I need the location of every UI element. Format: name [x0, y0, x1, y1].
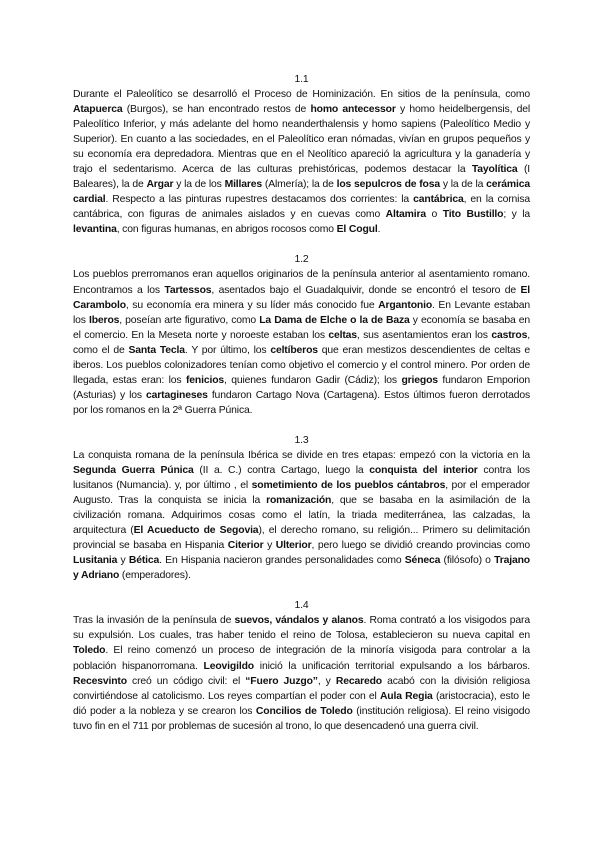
bold-term: levantina	[73, 224, 117, 236]
bold-term: griegos	[401, 374, 438, 386]
bold-term: Séneca	[404, 555, 441, 567]
text-run: acabó con la división religiosa convirtiéndose al catolicismo. Los reyes compartían el poder con el	[73, 675, 530, 702]
text-run: (Burgos), se han encontrado restos de	[122, 104, 311, 116]
text-run: fundaron Emporion (Asturias) y los	[73, 374, 530, 401]
text-run: . En Hispania nacieron grandes personalidades como	[159, 555, 405, 567]
section-1-3	[73, 433, 530, 583]
text-run: (filósofo) o	[440, 555, 495, 567]
text-run: . Respecto a las pinturas rupestres destacamos dos corrientes: la	[105, 194, 414, 206]
text-run: o	[426, 209, 443, 221]
text-run: y homo heidelbergensis, del Paleolítico Inferior, y más adelante del homo neanderthalensis y homo sapiens (Paleolítico Medio y Superior). En cuanto a las sociedades, en el Paleolítico eran nómadas, vivían en grupos pequeños y su economía era depredadora. Mientras que en el Neolítico apareció la agricultura y la ganadería y trajo el sedentarismo. Acerca de las culturas prehistóricas, podemos destacar la	[73, 104, 530, 176]
bold-term: cartagineses	[146, 389, 208, 401]
text-run: y la de los	[173, 179, 225, 191]
bold-term: Aula Regia	[379, 690, 433, 702]
document-page	[73, 72, 530, 734]
text-run: . El reino comenzó un proceso de integración de la minoría visigoda para controlar a la población hispanorromana.	[73, 645, 530, 672]
bold-term: Tartessos	[164, 284, 212, 296]
bold-term: cantábrica	[413, 194, 464, 206]
section-paragraph	[73, 87, 530, 237]
section-paragraph	[73, 448, 530, 583]
bold-term: Altamira	[385, 209, 426, 221]
text-run: , sus asentamientos eran los	[356, 329, 492, 341]
section-paragraph	[73, 267, 530, 417]
text-run: y	[263, 540, 276, 552]
text-run: contra los lusitanos (Numancia). y, por último , el	[73, 464, 530, 492]
section-1-4	[73, 598, 530, 733]
text-run: que eran mestizos descendientes de celtas e iberos. Los pueblos colonizadores tenían como objetivo el comercio y el control minero. Por orden de llegada, estas eran: los	[73, 344, 530, 386]
bold-term: Tayolítica	[471, 164, 518, 176]
text-run: , que se basaba en la asimilación de la civilización romana. Adquirimos cosas como el latín, la triada mediterránea, las calzadas, la arquitectura (	[73, 495, 530, 537]
bold-term: “Fuero Juzgo”	[245, 675, 318, 687]
text-run: , su economía era minera y su líder más conocido fue	[125, 299, 379, 311]
text-run: , poseían arte figurativo, como	[119, 314, 260, 326]
bold-term: El Acueducto de Segovia	[133, 525, 259, 537]
bold-term: romanización	[266, 495, 332, 507]
text-run: , quienes fundaron Gadir (Cádiz); los	[224, 374, 402, 386]
text-run: (aristocracia), esto le dió poder a la nobleza y se crearon los	[73, 690, 530, 717]
bold-term: sometimiento de los pueblos cántabros	[251, 480, 446, 492]
text-run: (institución religiosa). El reino visigodo tuvo fin en el 711 por problemas de sucesión al trono, lo que desencadenó una guerra civil.	[73, 705, 530, 732]
text-run: . En Levante estaban los	[73, 299, 530, 326]
bold-term: Segunda Guerra Púnica	[73, 464, 194, 476]
bold-term: Santa Tecla	[128, 344, 185, 356]
text-run: (Almería); la de	[262, 179, 337, 191]
bold-term: El Carambolo	[73, 284, 530, 311]
bold-term: Recaredo	[335, 675, 383, 687]
text-run: , con figuras humanas, en abrigos rocosos como	[116, 224, 337, 236]
bold-term: Leovigildo	[203, 660, 254, 672]
bold-term: El Cogul	[336, 224, 378, 236]
text-run: , en la cornisa cantábrica, con figuras de animales aislados y en cuevas como	[73, 194, 530, 221]
section-paragraph	[73, 613, 530, 733]
text-run: fundaron Cartago Nova (Cartagena). Estos últimos fueron derrotados por los romanos en la 2ª Guerra Púnica.	[73, 389, 530, 416]
section-1-1	[73, 72, 530, 237]
text-run: inició la unificación territorial expulsando a los bárbaros.	[253, 660, 530, 672]
text-run: . Roma contrató a los visigodos para su expulsión. Los cuales, tras haber tenido el reino de Tolosa, establecieron su nueva capital en	[73, 615, 530, 642]
bold-term: suevos, vándalos y alanos	[234, 615, 364, 627]
text-run: ), el derecho romano, su religión... Primero su delimitación provincial se basaba en Hispania	[73, 525, 530, 552]
text-run: (emperadores).	[119, 570, 191, 582]
bold-term: cerámica cardial	[73, 179, 530, 206]
bold-term: conquista del interior	[369, 464, 478, 476]
text-run: , como el de	[73, 329, 530, 356]
text-run: , por el emperador Augusto. Tras la conquista se inicia la	[73, 480, 530, 507]
text-run: ; y la	[503, 209, 531, 221]
text-run: (I Baleares), la de	[73, 164, 530, 191]
bold-term: Tito Bustillo	[442, 209, 504, 221]
bold-term: Toledo	[73, 645, 106, 657]
section-number: 1.2	[294, 254, 309, 266]
section-number: 1.4	[294, 600, 309, 612]
bold-term: La Dama de Elche o la de Baza	[259, 314, 410, 326]
text-run: . Y por último, los	[184, 344, 271, 356]
text-run: , pero luego se dividió creando provincias como	[311, 540, 530, 552]
text-run: (II a. C.) contra Cartago, luego la	[193, 464, 370, 476]
text-run: y economía se basaba en el comercio. En la Meseta norte y noroeste estaban los	[73, 314, 530, 341]
section-1-2	[73, 252, 530, 417]
text-run: y la de la	[440, 179, 487, 191]
text-run: , y	[317, 675, 336, 687]
bold-term: Bética	[128, 555, 160, 567]
text-run: Tras la invasión de la península de	[73, 615, 235, 627]
text-run: Los pueblos prerromanos eran aquellos originarios de la península anterior al asentamiento romano. Encontramos a los	[73, 269, 530, 296]
bold-term: Argantonio	[378, 299, 433, 311]
bold-term: fenicios	[185, 374, 225, 386]
bold-term: los sepulcros de fosa	[336, 179, 441, 191]
bold-term: Lusitania	[73, 555, 118, 567]
bold-term: Trajano y Adriano	[73, 555, 530, 582]
bold-term: Argar	[146, 179, 174, 191]
text-run: .	[377, 224, 381, 236]
bold-term: homo antecessor	[310, 104, 396, 116]
bold-term: celtas	[328, 329, 357, 341]
bold-term: Citerior	[227, 540, 264, 552]
text-run: creó un código civil: el	[126, 675, 246, 687]
bold-term: Concilios de Toledo	[255, 705, 353, 717]
bold-term: Millares	[224, 179, 263, 191]
section-number: 1.3	[294, 434, 309, 446]
bold-term: Recesvinto	[73, 675, 127, 687]
text-run: Durante el Paleolítico se desarrolló el Proceso de Hominización. En sitios de la península, como	[73, 89, 530, 100]
bold-term: Ulterior	[275, 540, 312, 552]
bold-term: castros	[491, 329, 528, 341]
bold-term: Atapuerca	[73, 104, 123, 116]
text-run: y	[117, 555, 129, 567]
text-run: , asentados bajo el Guadalquivir, donde se encontró el tesoro de	[211, 284, 521, 296]
text-run: La conquista romana de la península Ibérica se divide en tres etapas: empezó con la victoria en la	[73, 449, 530, 461]
section-number: 1.1	[294, 74, 309, 85]
bold-term: celtíberos	[270, 344, 318, 356]
bold-term: Iberos	[88, 314, 120, 326]
